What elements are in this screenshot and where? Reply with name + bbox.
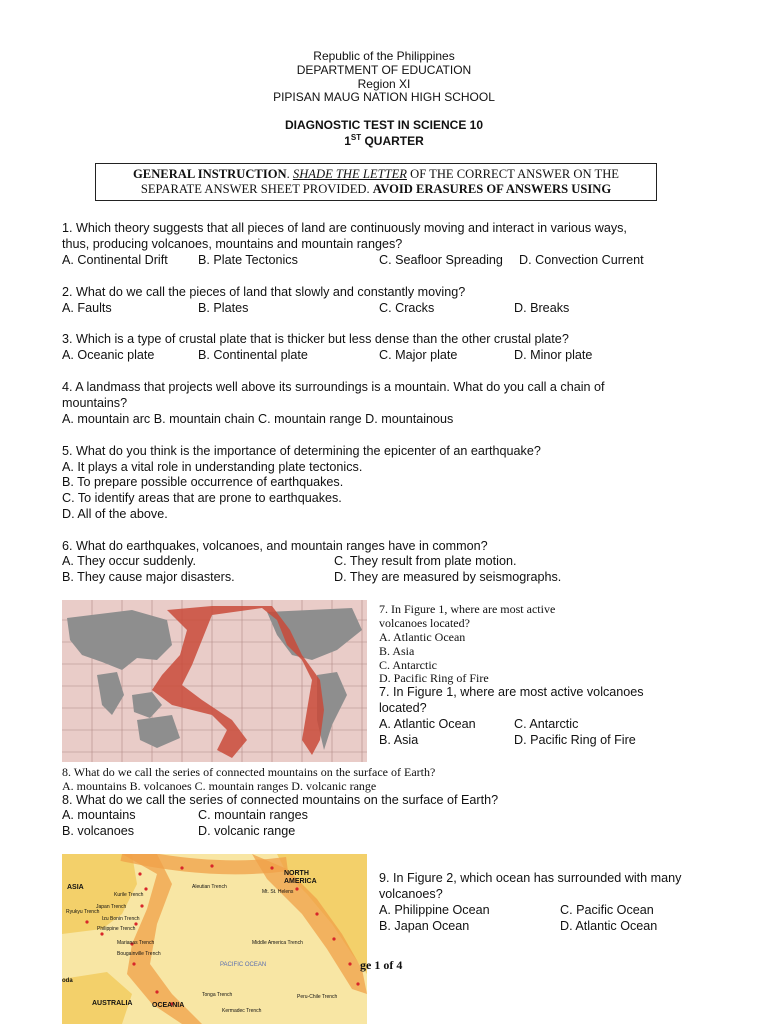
q3-option-b: B. Continental plate bbox=[198, 348, 308, 362]
q9-option-a: A. Philippine Ocean bbox=[379, 903, 490, 917]
q3-option-c: C. Major plate bbox=[379, 348, 458, 362]
header-region: Region XI bbox=[357, 77, 411, 91]
figure-1-map-graphic bbox=[62, 600, 367, 762]
map-label-ryukyu: Ryukyu Trench bbox=[66, 909, 100, 915]
question-9-text: 9. In Figure 2, which ocean has surrounded with many bbox=[379, 871, 682, 885]
map-label-tonga: Tonga Trench bbox=[202, 992, 233, 998]
map-label-asia: ASIA bbox=[67, 884, 84, 891]
map-label-peru-chile: Peru-Chile Trench bbox=[297, 994, 338, 1000]
question-9-text-2: volcanoes? bbox=[379, 887, 443, 901]
quarter-number: 1 bbox=[344, 134, 351, 148]
instruction-shade: SHADE THE LETTER bbox=[292, 167, 407, 181]
instruction-dot: . bbox=[286, 167, 293, 181]
q7-option-a: A. Atlantic Ocean bbox=[379, 717, 476, 731]
q6-option-b: B. They cause major disasters. bbox=[62, 570, 235, 584]
q8-option-b: B. volcanoes bbox=[62, 824, 135, 838]
q1-option-a: A. Continental Drift bbox=[62, 253, 168, 267]
q9-option-c: C. Pacific Ocean bbox=[560, 903, 654, 917]
header-republic: Republic of the Philippines bbox=[313, 49, 455, 63]
question-7-small-text: 7. In Figure 1, where are most active bbox=[379, 602, 556, 616]
q5-option-a: A. It plays a vital role in understanding plate tectonics. bbox=[62, 460, 363, 474]
q1-option-d: D. Convection Current bbox=[519, 253, 644, 267]
question-7-small-text-2: volcanoes located? bbox=[379, 616, 470, 630]
q9-option-b: B. Japan Ocean bbox=[379, 919, 470, 933]
question-4-text-2: mountains? bbox=[62, 396, 128, 410]
map-label-philippine: Philippine Trench bbox=[97, 926, 136, 932]
general-instruction-box bbox=[95, 163, 657, 201]
q4-options: A. mountain arc B. mountain chain C. mountain range D. mountainous bbox=[62, 412, 454, 426]
question-5-text: 5. What do you think is the importance of determining the epicenter of an earthquake? bbox=[62, 444, 541, 458]
q6-option-c: C. They result from plate motion. bbox=[334, 554, 517, 568]
question-6-text: 6. What do earthquakes, volcanoes, and mountain ranges have in common? bbox=[62, 539, 488, 553]
map-label-australia: AUSTRALIA bbox=[92, 1000, 133, 1007]
question-2-text: 2. What do we call the pieces of land that slowly and constantly moving? bbox=[62, 285, 466, 299]
q8-option-d: D. volcanic range bbox=[198, 824, 296, 838]
q2-option-a: A. Faults bbox=[62, 301, 112, 315]
map-label-aleutian: Aleutian Trench bbox=[192, 884, 227, 890]
question-1-text: 1. Which theory suggests that all pieces of land are continuously moving and interact in various ways, bbox=[62, 221, 627, 235]
header-school: PIPISAN MAUG NATION HIGH SCHOOL bbox=[273, 90, 495, 104]
q1-option-b: B. Plate Tectonics bbox=[198, 253, 298, 267]
map-label-oda: oda bbox=[62, 978, 73, 984]
q3-option-a: A. Oceanic plate bbox=[62, 348, 155, 362]
q2-option-d: D. Breaks bbox=[514, 301, 570, 315]
q8-option-c: C. mountain ranges bbox=[198, 808, 308, 822]
q5-option-c: C. To identify areas that are prone to earthquakes. bbox=[62, 491, 342, 505]
map-label-oceania: OCEANIA bbox=[152, 1002, 185, 1009]
q6-option-a: A. They occur suddenly. bbox=[62, 554, 196, 568]
figure-2-pacific-trench-map bbox=[62, 854, 367, 1024]
q2-option-b: B. Plates bbox=[198, 301, 249, 315]
test-title: DIAGNOSTIC TEST IN SCIENCE 10 bbox=[284, 118, 484, 132]
q5-option-d: D. All of the above. bbox=[62, 507, 168, 521]
figure-1-ring-of-fire-map bbox=[62, 600, 367, 762]
instruction-rest1: OF THE CORRECT ANSWER ON THE bbox=[406, 167, 619, 181]
q3-option-d: D. Minor plate bbox=[514, 348, 593, 362]
map-label-pacific-ocean: PACIFIC OCEAN bbox=[220, 962, 267, 968]
question-3-text: 3. Which is a type of crustal plate that is thicker but less dense than the other crustal plate? bbox=[62, 332, 569, 346]
map-label-mariana: Marianas Trench bbox=[117, 940, 155, 946]
q2-option-c: C. Cracks bbox=[379, 301, 435, 315]
q7s-option-b: B. Asia bbox=[379, 644, 415, 658]
q5-option-b: B. To prepare possible occurrence of earthquakes. bbox=[62, 475, 344, 489]
map-label-mt-helens: Mt. St. Helens bbox=[262, 889, 294, 895]
q6-option-d: D. They are measured by seismographs. bbox=[334, 570, 562, 584]
header-department: DEPARTMENT OF EDUCATION bbox=[296, 63, 472, 77]
q7-option-d: D. Pacific Ring of Fire bbox=[514, 733, 636, 747]
instruction-label: GENERAL INSTRUCTION bbox=[133, 167, 287, 181]
map-label-middle-america: Middle America Trench bbox=[252, 940, 303, 946]
q1-option-c: C. Seafloor Spreading bbox=[379, 253, 503, 267]
q7-option-c: C. Antarctic bbox=[514, 717, 579, 731]
question-1-text-2: thus, producing volcanoes, mountains and mountain ranges? bbox=[62, 237, 403, 251]
map-label-kermadec: Kermadec Trench bbox=[222, 1008, 262, 1014]
page-number: ge 1 of 4 bbox=[360, 958, 403, 972]
quarter-superscript: ST bbox=[350, 133, 362, 142]
map-label-north-america: NORTH AMERICA bbox=[284, 870, 317, 885]
map-label-japan: Japan Trench bbox=[96, 904, 127, 910]
q8s-options: A. mountains B. volcanoes C. mountain ranges D. volcanic range bbox=[62, 779, 377, 793]
question-7-text: 7. In Figure 1, where are most active volcanoes bbox=[379, 685, 644, 699]
question-4-text: 4. A landmass that projects well above its surroundings is a mountain. What do you call a chain of bbox=[62, 380, 605, 394]
q7s-option-a: A. Atlantic Ocean bbox=[379, 630, 466, 644]
map-label-kurile: Kurile Trench bbox=[114, 892, 144, 898]
q7-option-b: B. Asia bbox=[379, 733, 419, 747]
q9-option-d: D. Atlantic Ocean bbox=[560, 919, 658, 933]
q8-option-a: A. mountains bbox=[62, 808, 136, 822]
quarter-label bbox=[0, 131, 768, 148]
map-label-bougainville: Bougainville Trench bbox=[117, 951, 161, 957]
question-8-text: 8. What do we call the series of connected mountains on the surface of Earth? bbox=[62, 793, 499, 807]
map-label-izu: Izu Bonin Trench bbox=[102, 916, 140, 922]
instruction-avoid: AVOID ERASURES OF ANSWERS USING bbox=[372, 182, 612, 196]
q7s-option-c: C. Antarctic bbox=[379, 658, 437, 672]
question-8-small-text: 8. What do we call the series of connected mountains on the surface of Earth? bbox=[62, 765, 436, 779]
instruction-rest2: SEPARATE ANSWER SHEET PROVIDED. bbox=[140, 182, 373, 196]
question-7-text-2: located? bbox=[379, 701, 427, 715]
q7s-option-d: D. Pacific Ring of Fire bbox=[379, 671, 489, 685]
quarter-word: QUARTER bbox=[361, 134, 424, 148]
